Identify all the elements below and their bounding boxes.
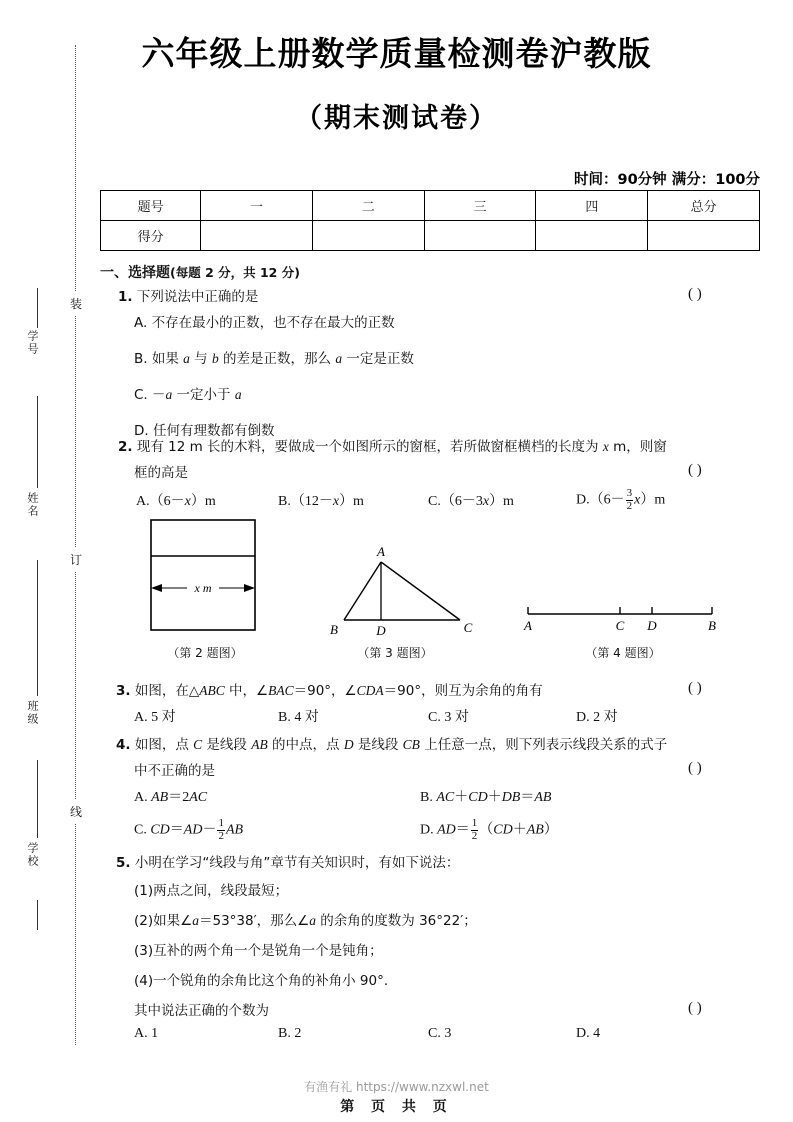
question-1-text: 下列说法中正确的是 — [136, 289, 259, 305]
fraction-one-half-c: $\frac{1}{2}$ — [218, 817, 224, 842]
svg-text:B: B — [708, 618, 716, 633]
question-3-option-d[interactable]: D. 2 对 — [576, 710, 618, 725]
score-row-label-2: 得分 — [101, 221, 201, 251]
question-3-option-c[interactable]: C. 3 对 — [428, 710, 469, 725]
question-5-answer-bracket[interactable]: ( ) — [688, 1000, 702, 1016]
question-5-item-2: (2)如果∠a＝53°38′，那么∠a 的余角的度数为 36°22′； — [134, 913, 477, 929]
question-2-stem-line1: 2. 现有 12 m 长的木料，要做成一个如图所示的窗框，若所做窗框横档的长度为 x m，则窗 — [118, 439, 667, 455]
binding-char-xian: 线 — [66, 800, 86, 823]
question-4-option-a[interactable]: A. AB＝2AC — [134, 790, 208, 805]
score-row-label-1: 题号 — [101, 191, 201, 221]
question-1-option-a[interactable]: A. 不存在最小的正数，也不存在最大的正数 — [134, 315, 395, 331]
field-rule-bottom — [37, 900, 38, 930]
field-label-name: 姓名 — [26, 492, 39, 518]
question-1-number: 1. — [118, 289, 133, 305]
field-rule-student-id — [37, 288, 38, 328]
field-rule-name — [37, 396, 38, 488]
score-value-3[interactable] — [424, 221, 536, 251]
question-4-stem-line2: 中不正确的是 — [134, 763, 215, 779]
score-col-4: 四 — [536, 191, 648, 221]
svg-text:A: A — [377, 544, 385, 559]
question-1-option-d[interactable]: D. 任何有理数都有倒数 — [134, 423, 275, 439]
question-3-option-b[interactable]: B. 4 对 — [278, 710, 319, 725]
question-3-number: 3. — [116, 683, 131, 699]
svg-text:C: C — [615, 618, 625, 633]
page-subtitle: （期末测试卷） — [295, 103, 498, 134]
question-5-option-b[interactable]: B. 2 — [278, 1026, 302, 1041]
question-2-option-c[interactable]: C.（6－3x）m — [428, 494, 514, 509]
question-5-item-3: (3)互补的两个角一个是锐角一个是钝角； — [134, 943, 383, 959]
binding-char-ding: 订 — [66, 548, 86, 571]
question-5-tail: 其中说法正确的个数为 — [134, 1003, 269, 1019]
figure-3-caption: （第 3 题图） — [357, 646, 433, 660]
score-col-1: 一 — [201, 191, 313, 221]
question-2-stem-line2: 框的高是 — [134, 465, 188, 481]
score-value-4[interactable] — [536, 221, 648, 251]
field-rule-school — [37, 760, 38, 838]
page-footer: 第 页 共 页 — [340, 1099, 453, 1115]
question-5-stem — [116, 850, 459, 876]
score-value-2[interactable] — [312, 221, 424, 251]
question-2-option-a[interactable]: A.（6－x）m — [136, 494, 216, 509]
question-5-option-d[interactable]: D. 4 — [576, 1026, 601, 1041]
table-row — [101, 221, 760, 251]
question-1-stem — [118, 284, 258, 310]
score-col-2: 二 — [312, 191, 424, 221]
page-title: 六年级上册数学质量检测卷沪教版 — [141, 34, 652, 73]
question-5-option-a[interactable]: A. 1 — [134, 1026, 159, 1041]
question-3-stem: 3. 如图，在△ABC 中，∠BAC＝90°，∠CDA＝90°，则互为余角的角有 — [116, 683, 543, 699]
field-label-class: 班级 — [26, 700, 39, 726]
svg-text:A: A — [524, 618, 532, 633]
binding-dotted-line — [75, 45, 76, 1045]
fraction-three-halves: $\frac{3}{2}$ — [626, 487, 633, 512]
question-5-item-1: (1)两点之间，线段最短； — [134, 883, 289, 899]
score-value-total[interactable] — [648, 221, 760, 251]
score-value-1[interactable] — [201, 221, 313, 251]
question-2-option-d[interactable]: D.（6－ $\frac{3}{2}$ x）m — [576, 487, 666, 512]
figure-window-frame — [140, 516, 270, 636]
question-1-option-c[interactable]: C. －a 一定小于 a — [134, 387, 242, 403]
section-heading — [100, 262, 300, 282]
figure-2-caption: （第 2 题图） — [167, 646, 243, 660]
question-5-text: 小明在学习“线段与角”章节有关知识时，有如下说法： — [134, 855, 460, 871]
field-label-school: 学校 — [26, 842, 39, 868]
question-2-answer-bracket[interactable]: ( ) — [688, 462, 702, 478]
question-4-option-b[interactable]: B. AC＋CD＋DB＝AB — [420, 790, 552, 805]
figure-segment-ab — [510, 590, 740, 640]
field-label-student-id: 学号 — [26, 330, 39, 356]
question-4-number: 4. — [116, 737, 131, 753]
question-4-stem-line1: 4. 如图，点 C 是线段 AB 的中点，点 D 是线段 CB 上任意一点，则下列表示线段关系的式子 — [116, 737, 668, 753]
score-col-3: 三 — [424, 191, 536, 221]
field-rule-class — [37, 560, 38, 696]
svg-text:C: C — [463, 620, 473, 635]
question-1-option-b[interactable]: B. 如果 a 与 b 的差是正数，那么 a 一定是正数 — [134, 351, 414, 367]
fraction-one-half-d: $\frac{1}{2}$ — [471, 817, 478, 842]
exam-meta: 时间：90分钟 满分：100分 — [574, 172, 760, 188]
question-4-option-c[interactable]: C. CD＝AD－ $\frac{1}{2}$ AB — [134, 817, 244, 842]
question-4-answer-bracket[interactable]: ( ) — [688, 760, 702, 776]
svg-text:B: B — [330, 622, 338, 637]
question-3-answer-bracket[interactable]: ( ) — [688, 680, 702, 696]
svg-text:x m: x m — [194, 581, 212, 595]
question-3-option-a[interactable]: A. 5 对 — [134, 710, 176, 725]
svg-text:D: D — [647, 618, 657, 633]
question-5-item-4: (4)一个锐角的余角比这个角的补角小 90°. — [134, 973, 389, 989]
question-4-option-d[interactable]: D. AD＝ $\frac{1}{2}$ （CD＋AB） — [420, 817, 558, 842]
figure-4-caption: （第 4 题图） — [585, 646, 661, 660]
section-label: 一、选择题 — [100, 265, 170, 281]
svg-text:D: D — [376, 623, 386, 638]
table-row — [101, 191, 760, 221]
score-table — [100, 190, 760, 251]
question-5-number: 5. — [116, 855, 131, 871]
question-1-answer-bracket[interactable]: ( ) — [688, 286, 702, 302]
question-2-option-b[interactable]: B.（12－x）m — [278, 494, 364, 509]
binding-char-zhuang: 装 — [66, 292, 86, 315]
question-2-number: 2. — [118, 439, 133, 455]
section-note: (每题 2 分，共 12 分) — [170, 265, 300, 280]
question-5-option-c[interactable]: C. 3 — [428, 1026, 452, 1041]
watermark-text: 有渔有礼 https://www.nzxwl.net — [304, 1080, 489, 1094]
figure-triangle-abc — [330, 540, 475, 640]
score-col-total: 总分 — [648, 191, 760, 221]
